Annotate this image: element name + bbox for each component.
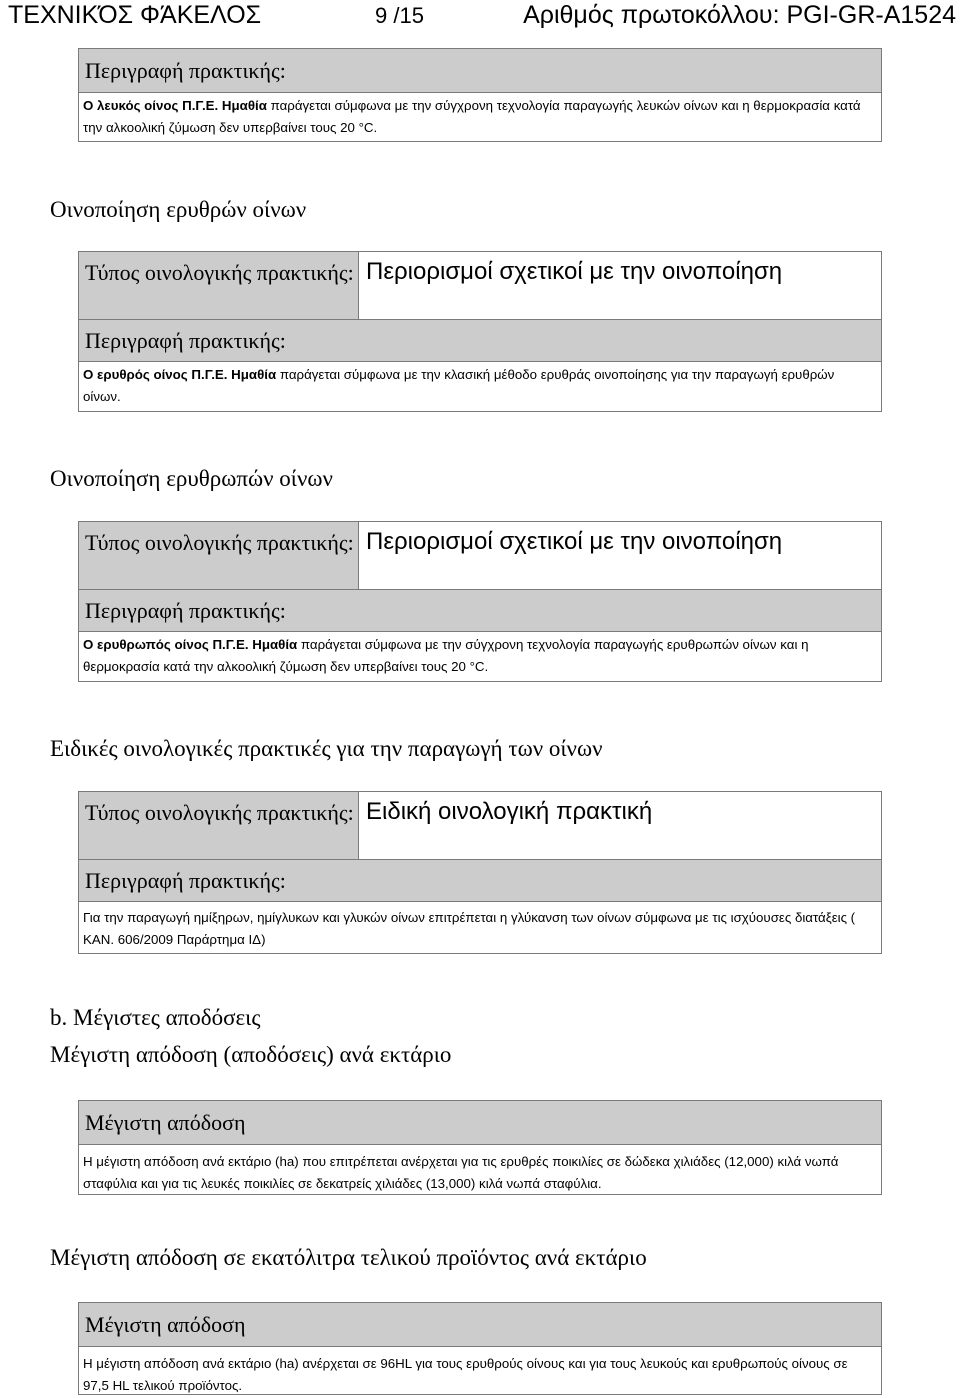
subsection-title-yield-hectolitres: Μέγιστη απόδοση σε εκατόλιτρα τελικού προϊόντος ανά εκτάριο: [50, 1245, 647, 1270]
description-body: παράγεται σύμφωνα με την κλασική μέθοδο ερυθράς οινοποίησης για την παραγωγή ερυθρών οίνων.: [83, 367, 835, 404]
subsection-title-yield-per-hectare: Μέγιστη απόδοση (αποδόσεις) ανά εκτάριο: [50, 1042, 452, 1067]
practice-type-value: Περιορισμοί σχετικοί με την οινοποίηση: [366, 528, 783, 555]
practice-description-label: Περιγραφή πρακτικής:: [79, 320, 881, 362]
description-body: παράγεται σύμφωνα με την σύγχρονη τεχνολογία παραγωγής ερυθρωπών οίνων και η θερμοκρασία κατά την αλκοολική ζύμωση δεν υπερβαίνει τους 20 °C.: [83, 637, 809, 674]
practice-description-text: [79, 93, 881, 139]
practice-description-text: [79, 362, 881, 408]
practice-type-row: [79, 522, 881, 590]
white-wine-practice-box: [78, 48, 882, 142]
max-yield-label: Μέγιστη απόδοση: [79, 1303, 881, 1347]
section-heading-max-yields: b. Μέγιστες αποδόσεις: [50, 1005, 261, 1030]
rose-wine-practice-box: [78, 521, 882, 682]
practice-description-text: [79, 632, 881, 678]
wine-name: Ο ερυθρός οίνος Π.Γ.Ε. Ημαθία: [83, 367, 277, 382]
max-yield-hl-text: Η μέγιστη απόδοση ανά εκτάριο (ha) ανέρχεται σε 96HL για τους ερυθρούς οίνους και για τους λευκούς και ερυθρωπούς οίνους σε 97,5 HL τελικού προϊόντος.: [83, 1356, 848, 1393]
max-yield-label: Μέγιστη απόδοση: [79, 1101, 881, 1145]
wine-name: Ο ερυθρωπός οίνος Π.Γ.Ε. Ημαθία: [83, 637, 298, 652]
max-yield-hl-box: [78, 1302, 882, 1395]
document-title: ΤΕΧΝΙΚΌΣ ΦΆΚΕΛΟΣ: [8, 1, 262, 29]
practice-type-value: Ειδική οινολογική πρακτική: [366, 798, 653, 825]
max-yield-text: Η μέγιστη απόδοση ανά εκτάριο (ha) που επιτρέπεται ανέρχεται για τις ερυθρές ποικιλίες σε δώδεκα χιλιάδες (12,000) κιλά νωπά σταφύλια και για τις λευκές ποικιλίες σε δεκατρείς χιλιάδες (13,000) κιλά νωπά σταφύλια.: [83, 1154, 839, 1191]
special-practice-box: [78, 791, 882, 954]
practice-description-text: Για την παραγωγή ημίξηρων, ημίγλυκων και γλυκών οίνων επιτρέπεται η γλύκανση των οίνων σύμφωνα με τις ισχύουσες διατάξεις ( ΚΑΝ. 606/2009 Παράρτημα ΙΔ): [83, 910, 856, 947]
practice-type-row: [79, 252, 881, 320]
section-title-special-practices: Ειδικές οινολογικές πρακτικές για την παραγωγή των οίνων: [50, 736, 603, 761]
section-title-red: Οινοποίηση ερυθρών οίνων: [50, 197, 307, 222]
practice-type-label: Τύπος οινολογικής πρακτικής:: [79, 522, 359, 589]
practice-description-label: Περιγραφή πρακτικής:: [79, 860, 881, 902]
practice-description-label: Περιγραφή πρακτικής:: [79, 49, 881, 93]
description-body: παράγεται σύμφωνα με την σύγχρονη τεχνολογία παραγωγής λευκών οίνων και η θερμοκρασία κατά την αλκοολική ζύμωση δεν υπερβαίνει τους 20 °C.: [83, 98, 861, 135]
wine-name: Ο λευκός οίνος Π.Γ.Ε. Ημαθία: [83, 98, 267, 113]
protocol-number: Αριθμός πρωτοκόλλου: PGI-GR-A1524: [523, 1, 956, 29]
practice-description-label: Περιγραφή πρακτικής:: [79, 590, 881, 632]
red-wine-practice-box: [78, 251, 882, 412]
section-title-rose: Οινοποίηση ερυθρωπών οίνων: [50, 466, 333, 491]
page-number: 9 /15: [375, 3, 424, 28]
practice-type-label: Τύπος οινολογικής πρακτικής:: [79, 792, 359, 859]
practice-type-value: Περιορισμοί σχετικοί με την οινοποίηση: [366, 258, 783, 285]
practice-type-label: Τύπος οινολογικής πρακτικής:: [79, 252, 359, 319]
practice-type-row: [79, 792, 881, 860]
max-yield-box: [78, 1100, 882, 1195]
